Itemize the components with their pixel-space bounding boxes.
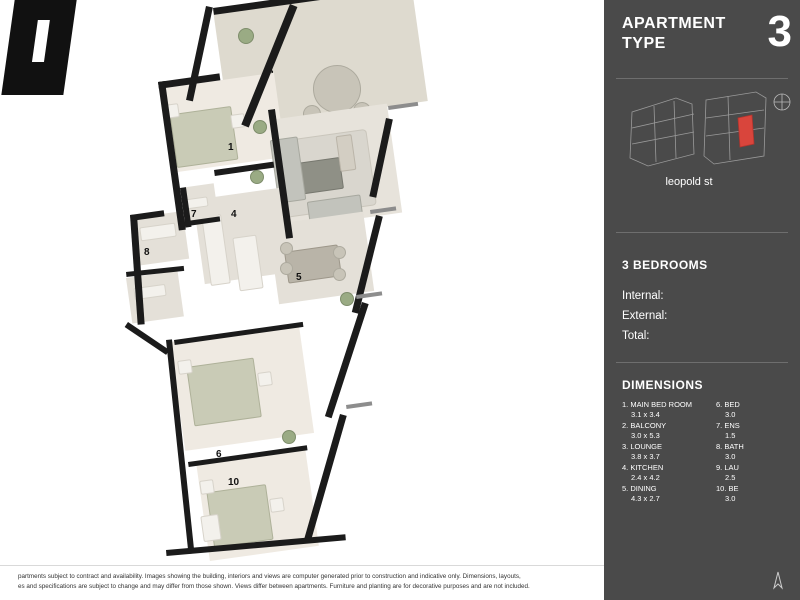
apartment-type-heading (622, 14, 742, 54)
dimension-item (622, 484, 708, 503)
dimension-size: 3.0 (725, 409, 736, 419)
dimension-size: 4.3 x 2.7 (631, 493, 660, 503)
area-row (622, 306, 798, 326)
dimension-name: 7. ENS (716, 421, 740, 430)
wall-segment (346, 401, 372, 409)
dimension-size: 3.0 x 5.3 (631, 430, 660, 440)
dining-chair (333, 246, 346, 259)
dimension-item (622, 400, 708, 419)
bedside-table (199, 479, 215, 495)
bedside-table (269, 497, 285, 513)
key-plan-highlight (738, 115, 754, 147)
dimension-name: 6. BED (716, 400, 740, 409)
dimension-item (622, 463, 708, 482)
dimension-item (622, 442, 708, 461)
dimension-size: 3.0 (725, 451, 736, 461)
room-number-4: 4 (231, 209, 237, 220)
dining-chair (280, 242, 293, 255)
indoor-plant (253, 120, 267, 134)
room-number-7: 7 (191, 209, 197, 220)
dimension-item (716, 484, 800, 503)
disclaimer-footer (0, 565, 604, 600)
dining-chair (280, 262, 293, 275)
area-row (622, 286, 798, 306)
dimension-size: 3.8 x 3.7 (631, 451, 660, 461)
room-number-8: 8 (144, 247, 150, 258)
dimension-size: 2.5 (725, 472, 736, 482)
panel-divider (616, 362, 788, 363)
dimensions-column-left (622, 400, 708, 505)
disclaimer-line-2: es and specifications are subject to change and may differ from those shown. Views differ between apartments. Furniture and planting are for decorative purposes and are not included. (18, 583, 530, 590)
wall-segment (125, 322, 170, 355)
area-row (622, 326, 798, 346)
corner-logo-notch (32, 20, 50, 62)
dimension-name: 5. DINING (622, 484, 657, 493)
dimension-size: 3.1 x 3.4 (631, 409, 660, 419)
key-plan (614, 88, 794, 198)
key-plan-diagram (614, 88, 794, 174)
dimension-name: 10. BE (716, 484, 739, 493)
north-compass-icon (768, 570, 788, 590)
indoor-plant (340, 292, 354, 306)
dimension-size: 2.4 x 4.2 (631, 472, 660, 482)
area-label-total: Total: (622, 330, 650, 342)
bedrooms-heading: 3 BEDROOMS (622, 258, 708, 272)
bed2-furniture (186, 358, 262, 427)
dimension-name: 9. LAU (716, 463, 739, 472)
wardrobe (200, 514, 221, 542)
area-label-external: External: (622, 310, 668, 322)
panel-divider (616, 232, 788, 233)
room-number-1: 1 (228, 142, 234, 153)
area-schedule (622, 286, 798, 346)
wall-segment (325, 302, 369, 418)
room-number-10: 10 (228, 477, 240, 488)
plan-geometry (118, 10, 498, 570)
bedside-table (257, 371, 273, 387)
bedside-table (177, 359, 193, 375)
balcony-plant (238, 28, 254, 44)
corner-logo-mark (1, 0, 76, 95)
dimensions-heading: DIMENSIONS (622, 378, 704, 392)
dimension-size: 3.0 (725, 493, 736, 503)
indoor-plant (282, 430, 296, 444)
main-bed-furniture (170, 106, 239, 168)
panel-divider (616, 78, 788, 79)
dimension-item (716, 442, 800, 461)
dimension-item (716, 421, 800, 440)
room-number-5: 5 (296, 272, 302, 283)
dimension-item (716, 463, 800, 482)
dimensions-column-right (716, 400, 800, 505)
dimension-size: 1.5 (725, 430, 736, 440)
info-side-panel (604, 0, 800, 600)
area-label-internal: Internal: (622, 290, 664, 302)
dimension-item (716, 400, 800, 419)
dimension-name: 8. BATH (716, 442, 744, 451)
key-plan-street-label: leopold st (665, 176, 713, 188)
apartment-type-heading-line1: APARTMENT (622, 15, 726, 32)
dining-chair (333, 268, 346, 281)
dimension-name: 3. LOUNGE (622, 442, 663, 451)
dimension-item (622, 421, 708, 440)
dimension-name: 4. KITCHEN (622, 463, 664, 472)
apartment-type-heading-line2: TYPE (622, 35, 666, 52)
dimension-name: 2. BALCONY (622, 421, 667, 430)
indoor-plant (250, 170, 264, 184)
room-number-6: 6 (216, 449, 222, 460)
disclaimer-line-1: partments subject to contract and availability. Images showing the building, interiors and views are computer generated prior to construction and indicative only. Dimensions, layouts, (18, 573, 521, 580)
dimension-name: 1. MAIN BED ROOM (622, 400, 693, 409)
apartment-type-number: 3 (767, 7, 792, 56)
